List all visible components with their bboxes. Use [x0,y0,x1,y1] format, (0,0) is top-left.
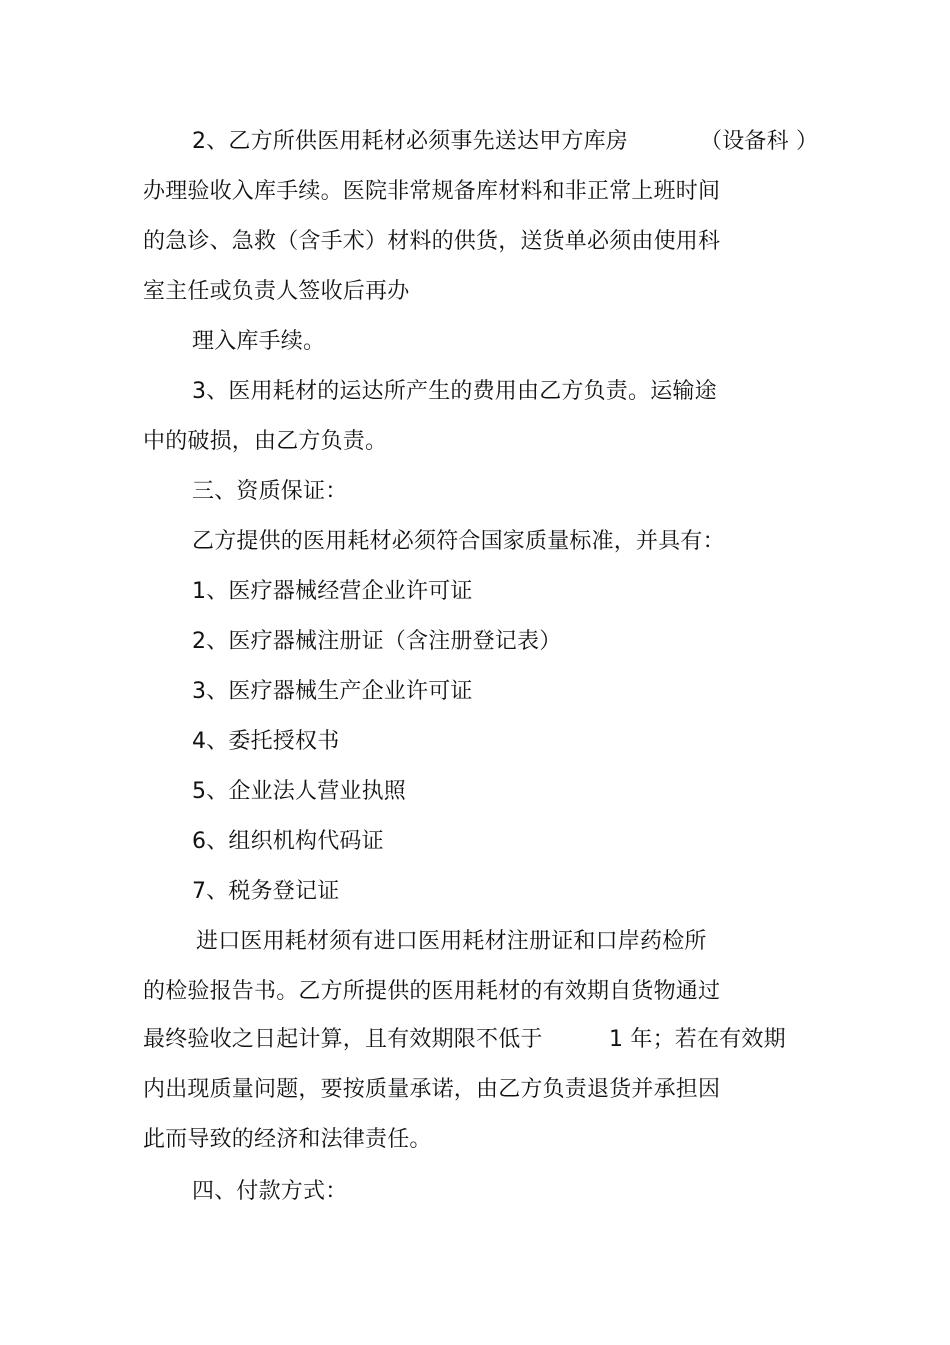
text-segment: （设备科 ） [700,129,819,154]
text-segment: 办理验收入库手续。医院非常规备库材料和非正常上班时间 [143,179,721,204]
list-item [192,577,473,607]
text-segment: 的急诊、急救（含手术）材料的供货，送货单必须由使用科 [143,229,721,254]
text-segment: 3、医用耗材的运达所产生的费用由乙方负责。运输途 [192,379,717,404]
text-segment: 的检验报告书。乙方所提供的医用耗材的有效期自货物通过 [143,979,721,1004]
list-item [192,677,473,707]
list-item [192,827,384,857]
text-segment: 1、医疗器械经营企业许可证 [192,579,473,604]
text-segment: 2、医疗器械注册证（含注册登记表） [192,629,562,654]
text-segment: 3、医疗器械生产企业许可证 [192,679,473,704]
paragraph-line [143,1075,720,1105]
text-segment: 中的破损，由乙方负责。 [143,429,388,454]
paragraph-line [143,1025,543,1055]
text-segment: 1 年；若在有效期 [609,1027,786,1052]
paragraph-line [143,1125,432,1155]
paragraph-line [700,127,818,157]
text-segment: 7、税务登记证 [192,879,340,904]
text-segment: 4、委托授权书 [192,729,340,754]
paragraph-line [192,127,628,157]
section-heading [192,477,347,507]
paragraph-line [143,227,720,257]
text-segment: 乙方提供的医用耗材必须符合国家质量标准，并具有： [192,529,725,554]
text-segment: 室主任或负责人签收后再办 [143,279,410,304]
paragraph-line [192,527,725,557]
text-segment: 四、付款方式： [192,1179,348,1204]
paragraph-line [192,377,717,407]
text-segment: 理入库手续。 [192,329,326,354]
text-segment: 此而导致的经济和法律责任。 [143,1127,432,1152]
paragraph-line [192,327,325,357]
list-item [192,727,339,757]
text-segment: 5、企业法人营业执照 [192,779,406,804]
paragraph-line [143,177,720,207]
section-heading [192,1177,347,1207]
text-segment: 三、资质保证： [192,479,348,504]
text-segment: 进口医用耗材须有进口医用耗材注册证和口岸药检所 [196,929,707,954]
text-segment: 内出现质量问题，要按质量承诺，由乙方负责退货并承担因 [143,1077,721,1102]
list-item [192,627,561,657]
paragraph-line [143,977,720,1007]
text-segment: 最终验收之日起计算，且有效期限不低于 [143,1027,543,1052]
paragraph-line [609,1025,786,1055]
paragraph-line [143,427,387,457]
list-item [192,877,339,907]
list-item [192,777,406,807]
paragraph-line [196,927,707,957]
text-segment: 6、组织机构代码证 [192,829,384,854]
paragraph-line [143,277,409,307]
text-segment: 2、乙方所供医用耗材必须事先送达甲方库房 [192,129,628,154]
